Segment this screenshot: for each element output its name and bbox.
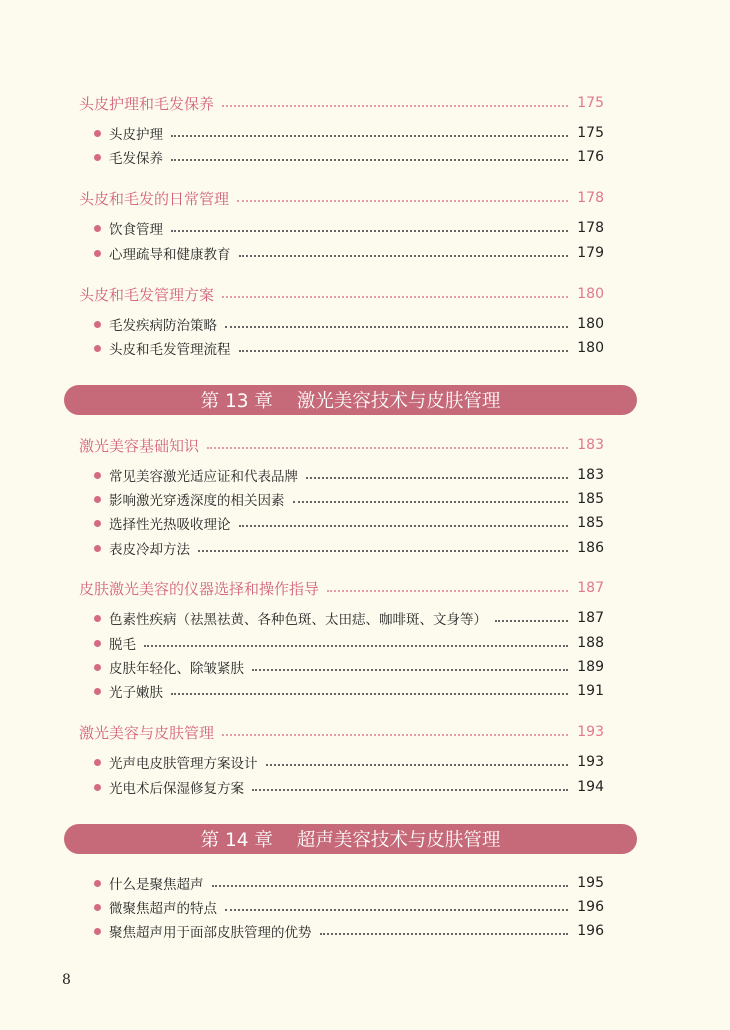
- entry-page-number: 176: [577, 149, 604, 165]
- dot-leader: [222, 734, 568, 736]
- entry-title: 光声电皮肤管理方案设计: [109, 756, 258, 772]
- bullet-dot-icon: [94, 664, 101, 671]
- toc-entry[interactable]: [94, 122, 604, 144]
- entry-page-number: 196: [577, 923, 604, 939]
- section-title: 皮肤激光美容的仪器选择和操作指导: [79, 579, 320, 598]
- section-title: 头皮和毛发的日常管理: [79, 189, 230, 208]
- entry-page-number: 194: [577, 779, 604, 795]
- entry-title: 脱毛: [109, 637, 136, 653]
- toc-section-heading[interactable]: [79, 577, 604, 599]
- entry-title: 毛发疾病防治策略: [109, 318, 217, 334]
- bullet-dot-icon: [94, 904, 101, 911]
- bullet-dot-icon: [94, 640, 101, 647]
- bullet-dot-icon: [94, 545, 101, 552]
- entry-page-number: 178: [577, 220, 604, 236]
- entry-page-number: 188: [577, 635, 604, 651]
- bullet-dot-icon: [94, 225, 101, 232]
- toc-entry[interactable]: [94, 242, 604, 264]
- dot-leader: [198, 550, 568, 552]
- entry-title: 光电术后保湿修复方案: [109, 781, 244, 797]
- dot-leader: [171, 693, 568, 695]
- dot-leader: [212, 885, 569, 887]
- entry-page-number: 189: [577, 659, 604, 675]
- bullet-dot-icon: [94, 130, 101, 137]
- entry-page-number: 180: [577, 316, 604, 332]
- section-page-number: 175: [577, 95, 604, 111]
- entry-title: 饮食管理: [109, 222, 163, 238]
- toc-section-heading[interactable]: [79, 92, 604, 114]
- toc-entry[interactable]: [94, 313, 604, 335]
- toc-section-heading[interactable]: [79, 283, 604, 305]
- toc-entry[interactable]: [94, 537, 604, 559]
- dot-leader: [225, 326, 568, 328]
- dot-leader: [239, 525, 569, 527]
- section-title: 激光美容与皮肤管理: [79, 723, 215, 742]
- entry-title: 色素性疾病（祛黑祛黄、各种色斑、太田痣、咖啡斑、文身等）: [109, 612, 487, 628]
- dot-leader: [320, 933, 569, 935]
- entry-page-number: 183: [577, 467, 604, 483]
- entry-page-number: 175: [577, 125, 604, 141]
- dot-leader: [266, 764, 569, 766]
- bullet-dot-icon: [94, 496, 101, 503]
- entry-title: 微聚焦超声的特点: [109, 901, 217, 917]
- dot-leader: [327, 590, 568, 592]
- entry-title: 常见美容激光适应证和代表品牌: [109, 469, 298, 485]
- entry-page-number: 179: [577, 245, 604, 261]
- bullet-dot-icon: [94, 472, 101, 479]
- entry-page-number: 186: [577, 540, 604, 556]
- entry-title: 头皮护理: [109, 127, 163, 143]
- chapter-number: 第 13 章: [200, 391, 273, 412]
- entry-page-number: 185: [577, 491, 604, 507]
- toc-entry[interactable]: [94, 751, 604, 773]
- entry-page-number: 195: [577, 875, 604, 891]
- bullet-dot-icon: [94, 759, 101, 766]
- section-title: 头皮和毛发管理方案: [79, 285, 215, 304]
- bullet-dot-icon: [94, 321, 101, 328]
- toc-section-heading[interactable]: [79, 434, 604, 456]
- entry-title: 什么是聚焦超声: [109, 877, 204, 893]
- toc-entry[interactable]: [94, 896, 604, 918]
- dot-leader: [207, 447, 568, 449]
- entry-title: 表皮冷却方法: [109, 542, 190, 558]
- dot-leader: [222, 105, 568, 107]
- toc-entry[interactable]: [94, 776, 604, 798]
- toc-entry[interactable]: [94, 146, 604, 168]
- dot-leader: [495, 620, 568, 622]
- toc-entry[interactable]: [94, 607, 604, 629]
- dot-leader: [144, 645, 568, 647]
- toc-entry[interactable]: [94, 464, 604, 486]
- dot-leader: [222, 296, 568, 298]
- section-title: 头皮护理和毛发保养: [79, 94, 215, 113]
- dot-leader: [237, 200, 568, 202]
- dot-leader: [252, 789, 568, 791]
- dot-leader: [171, 230, 568, 232]
- bullet-dot-icon: [94, 688, 101, 695]
- entry-title: 选择性光热吸收理论: [109, 517, 231, 533]
- toc-entry[interactable]: [94, 680, 604, 702]
- chapter-number: 第 14 章: [200, 830, 273, 851]
- entry-page-number: 180: [577, 340, 604, 356]
- entry-title: 影响激光穿透深度的相关因素: [109, 493, 285, 509]
- entry-title: 皮肤年轻化、除皱紧肤: [109, 661, 244, 677]
- entry-title: 聚焦超声用于面部皮肤管理的优势: [109, 925, 312, 941]
- toc-section-heading[interactable]: [79, 721, 604, 743]
- bullet-dot-icon: [94, 345, 101, 352]
- toc-entry[interactable]: [94, 512, 604, 534]
- entry-page-number: 191: [577, 683, 604, 699]
- entry-page-number: 196: [577, 899, 604, 915]
- section-page-number: 183: [577, 437, 604, 453]
- entry-title: 毛发保养: [109, 151, 163, 167]
- entry-title: 头皮和毛发管理流程: [109, 342, 231, 358]
- toc-section-heading[interactable]: [79, 187, 604, 209]
- section-page-number: 187: [577, 580, 604, 596]
- dot-leader: [239, 350, 569, 352]
- toc-entry[interactable]: [94, 656, 604, 678]
- toc-entry[interactable]: [94, 488, 604, 510]
- section-page-number: 178: [577, 190, 604, 206]
- bullet-dot-icon: [94, 154, 101, 161]
- entry-title: 心理疏导和健康教育: [109, 247, 231, 263]
- dot-leader: [171, 135, 568, 137]
- entry-page-number: 187: [577, 610, 604, 626]
- entry-title: 光子嫩肤: [109, 685, 163, 701]
- entry-page-number: 193: [577, 754, 604, 770]
- dot-leader: [171, 159, 568, 161]
- entry-page-number: 185: [577, 515, 604, 531]
- dot-leader: [293, 501, 569, 503]
- toc-entry[interactable]: [94, 217, 604, 239]
- dot-leader: [239, 255, 569, 257]
- bullet-dot-icon: [94, 880, 101, 887]
- dot-leader: [306, 477, 568, 479]
- bullet-dot-icon: [94, 250, 101, 257]
- chapter-14-banner[interactable]: [64, 824, 637, 854]
- chapter-title: 激光美容技术与皮肤管理: [296, 391, 501, 412]
- toc-entry[interactable]: [94, 337, 604, 359]
- dot-leader: [252, 669, 568, 671]
- toc-entry[interactable]: [94, 920, 604, 942]
- bullet-dot-icon: [94, 615, 101, 622]
- chapter-title: 超声美容技术与皮肤管理: [296, 830, 501, 851]
- toc-entry[interactable]: [94, 632, 604, 654]
- toc-entry[interactable]: [94, 872, 604, 894]
- section-page-number: 193: [577, 724, 604, 740]
- chapter-13-banner[interactable]: [64, 385, 637, 415]
- section-page-number: 180: [577, 286, 604, 302]
- bullet-dot-icon: [94, 520, 101, 527]
- bullet-dot-icon: [94, 784, 101, 791]
- dot-leader: [225, 909, 568, 911]
- section-title: 激光美容基础知识: [79, 436, 200, 455]
- page-number: 8: [62, 972, 71, 988]
- bullet-dot-icon: [94, 928, 101, 935]
